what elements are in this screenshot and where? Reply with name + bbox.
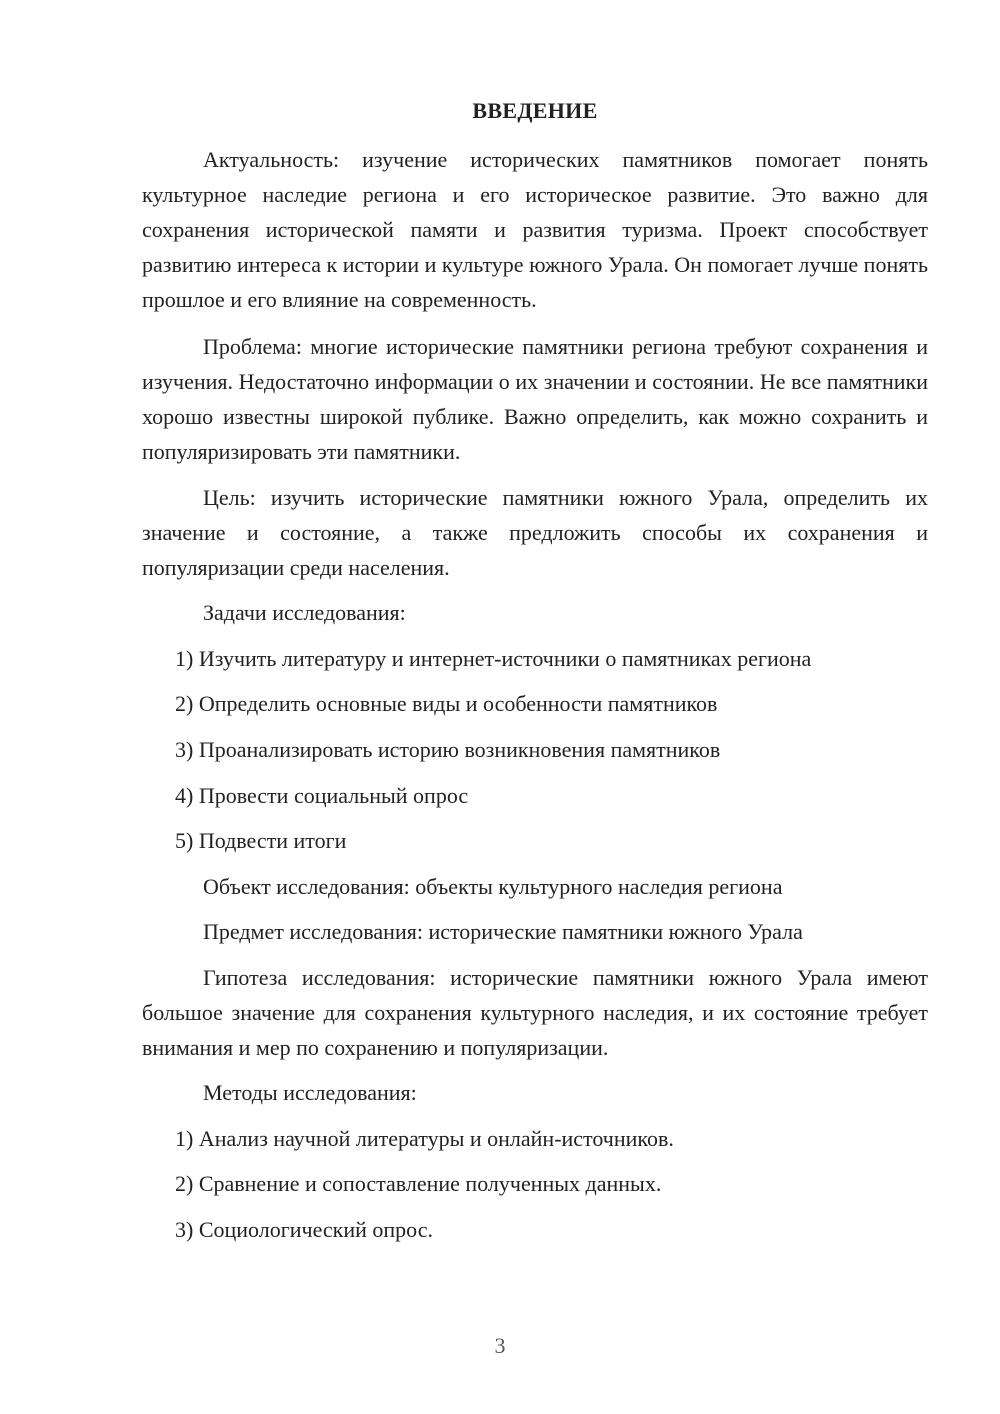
research-object: Объект исследования: объекты культурного наследия региона — [203, 874, 783, 899]
task-item-1: 1) Изучить литературу и интернет-источники о памятниках региона — [175, 646, 812, 671]
page-number: 3 — [494, 1333, 506, 1358]
research-subject: Предмет исследования: исторические памятники южного Урала — [203, 919, 803, 944]
methods-heading: Методы исследования: — [203, 1080, 417, 1105]
hypothesis-paragraph: Гипотеза исследования: исторические памятники южного Урала имеют большое значение для сохранения культурного наследия, и их состояние требует внимания и мер по сохранению и популяризации. — [142, 965, 928, 1060]
relevance-paragraph: Актуальность: изучение исторических памятников помогает понять культурное наследие региона и его историческое развитие. Это важно для сохранения исторической памяти и развития туризма. Проект способствует развитию интереса к истории и культуре южного Урала. Он помогает лучше понять прошлое и его влияние на современность. — [142, 147, 928, 312]
task-item-3: 3) Проанализировать историю возникновения памятников — [175, 737, 721, 762]
task-item-2: 2) Определить основные виды и особенности памятников — [175, 691, 718, 716]
method-item-1: 1) Анализ научной литературы и онлайн-источников. — [175, 1126, 674, 1151]
tasks-heading: Задачи исследования: — [203, 600, 406, 625]
method-item-3: 3) Социологический опрос. — [175, 1217, 433, 1242]
goal-paragraph: Цель: изучить исторические памятники южного Урала, определить их значение и состояние, а также предложить способы их сохранения и популяризации среди населения. — [142, 485, 928, 580]
task-item-4: 4) Провести социальный опрос — [175, 783, 469, 808]
problem-paragraph: Проблема: многие исторические памятники региона требуют сохранения и изучения. Недостаточно информации о их значении и состоянии. Не все памятники хорошо известны широкой публике. Важно определить, как можно сохранить и популяризировать эти памятники. — [142, 334, 928, 464]
task-item-5: 5) Подвести итоги — [175, 828, 347, 853]
method-item-2: 2) Сравнение и сопоставление полученных данных. — [175, 1171, 662, 1196]
page-title: ВВЕДЕНИЕ — [472, 98, 598, 123]
